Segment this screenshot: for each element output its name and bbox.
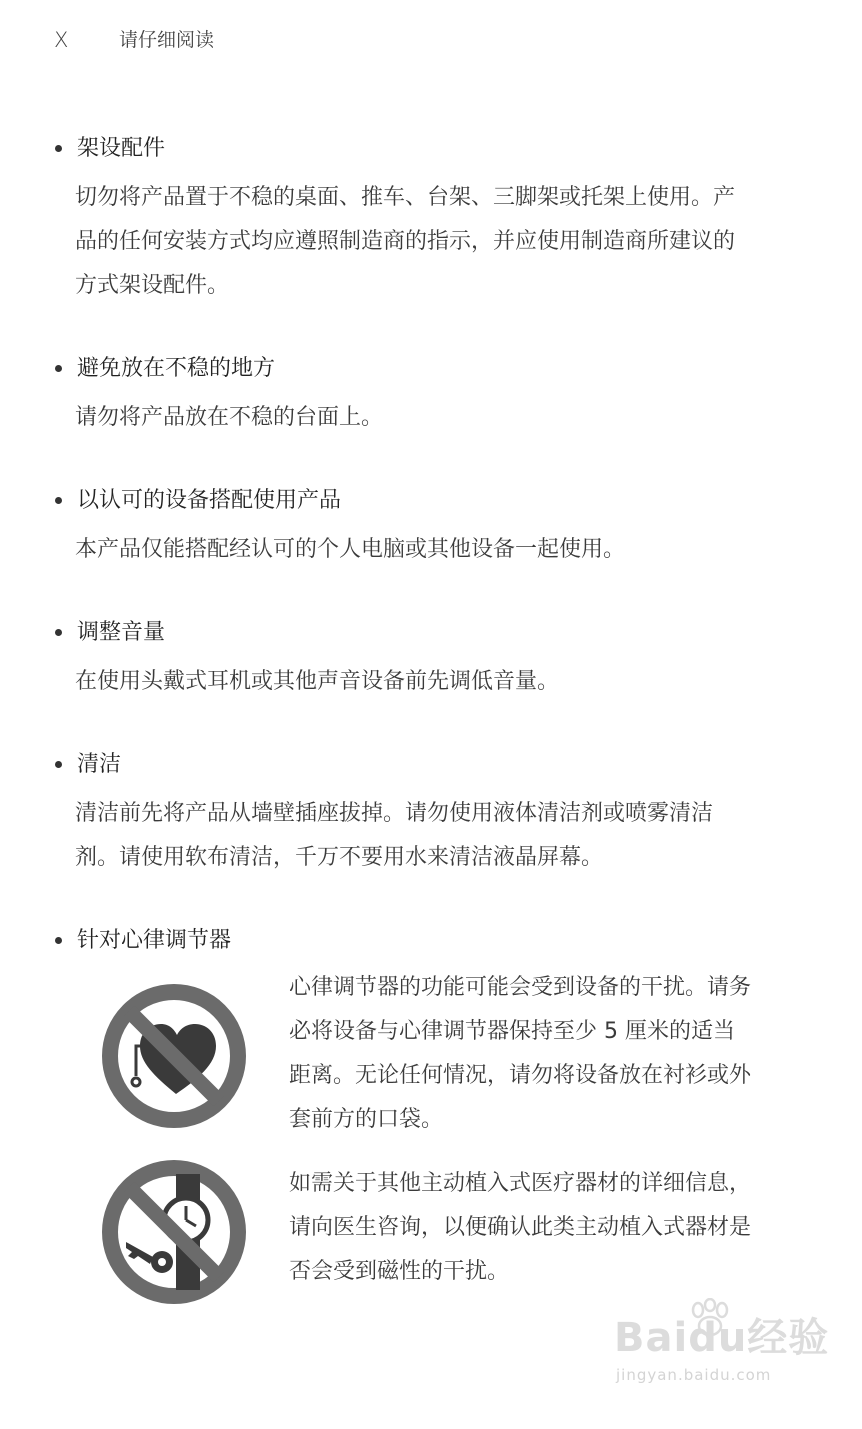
section-volume xyxy=(55,616,815,704)
body-line: 本产品仅能搭配经认可的个人电脑或其他设备一起使用。 xyxy=(75,537,626,562)
baidu-watermark xyxy=(610,1296,830,1396)
pacemaker-warning-text xyxy=(289,966,804,1142)
body-line: 清洁前先将产品从墙壁插座拔掉。请勿使用液体清洁剂或喷雾清洁 xyxy=(75,801,714,826)
section-heading: 架设配件 xyxy=(77,136,166,161)
section-avoid-unstable xyxy=(55,352,815,440)
section-body xyxy=(75,528,797,572)
section-heading: 调整音量 xyxy=(77,620,166,645)
body-line: 在使用头戴式耳机或其他声音设备前先调低音量。 xyxy=(75,669,560,694)
section-heading: 针对心律调节器 xyxy=(77,928,232,953)
section-heading: 以认可的设备搭配使用产品 xyxy=(77,488,342,513)
bullet-dot xyxy=(55,365,62,372)
top-bar xyxy=(0,0,862,80)
bullet-dot xyxy=(55,937,62,944)
section-approved-devices xyxy=(55,484,815,572)
body-line: 套前方的口袋。 xyxy=(289,1107,444,1132)
bullet-dot xyxy=(55,497,62,504)
bullet-dot xyxy=(55,145,62,152)
section-body xyxy=(75,792,797,880)
watermark-logo: Baidu经验 xyxy=(614,1315,830,1361)
page-title: 请仔细阅读 xyxy=(119,29,215,51)
close-button[interactable]: X xyxy=(54,28,69,52)
body-line: 切勿将产品置于不稳的桌面、推车、台架、三脚架或托架上使用。产 xyxy=(75,185,736,210)
section-body xyxy=(75,396,797,440)
body-line: 距离。无论任何情况，请勿将设备放在衬衫或外 xyxy=(289,1063,752,1088)
no-pacemaker-icon xyxy=(100,982,248,1130)
section-cleaning xyxy=(55,748,815,880)
section-body xyxy=(75,660,797,704)
watermark-url: jingyan.baidu.com xyxy=(616,1366,772,1384)
bullet-dot xyxy=(55,761,62,768)
body-line: 方式架设配件。 xyxy=(75,273,230,298)
implant-warning-text xyxy=(289,1162,804,1294)
body-line: 请勿将产品放在不稳的台面上。 xyxy=(75,405,384,430)
section-pacemaker xyxy=(55,924,815,960)
body-line: 必将设备与心律调节器保持至少 5 厘米的适当 xyxy=(289,1019,735,1044)
section-mounting-accessories xyxy=(55,132,815,308)
body-line: 品的任何安装方式均应遵照制造商的指示，并应使用制造商所建议的 xyxy=(75,229,736,254)
section-heading: 清洁 xyxy=(77,752,122,777)
body-line: 心律调节器的功能可能会受到设备的干扰。请务 xyxy=(289,975,752,1000)
body-line: 剂。请使用软布清洁，千万不要用水来清洁液晶屏幕。 xyxy=(75,845,604,870)
body-line: 如需关于其他主动植入式医疗器材的详细信息， xyxy=(289,1171,752,1196)
section-body xyxy=(75,176,797,308)
section-heading: 避免放在不稳的地方 xyxy=(77,356,276,381)
body-line: 请向医生咨询，以便确认此类主动植入式器材是 xyxy=(289,1215,752,1240)
bullet-dot xyxy=(55,629,62,636)
no-magnetic-implant-icon xyxy=(100,1158,248,1306)
body-line: 否会受到磁性的干扰。 xyxy=(289,1259,510,1284)
